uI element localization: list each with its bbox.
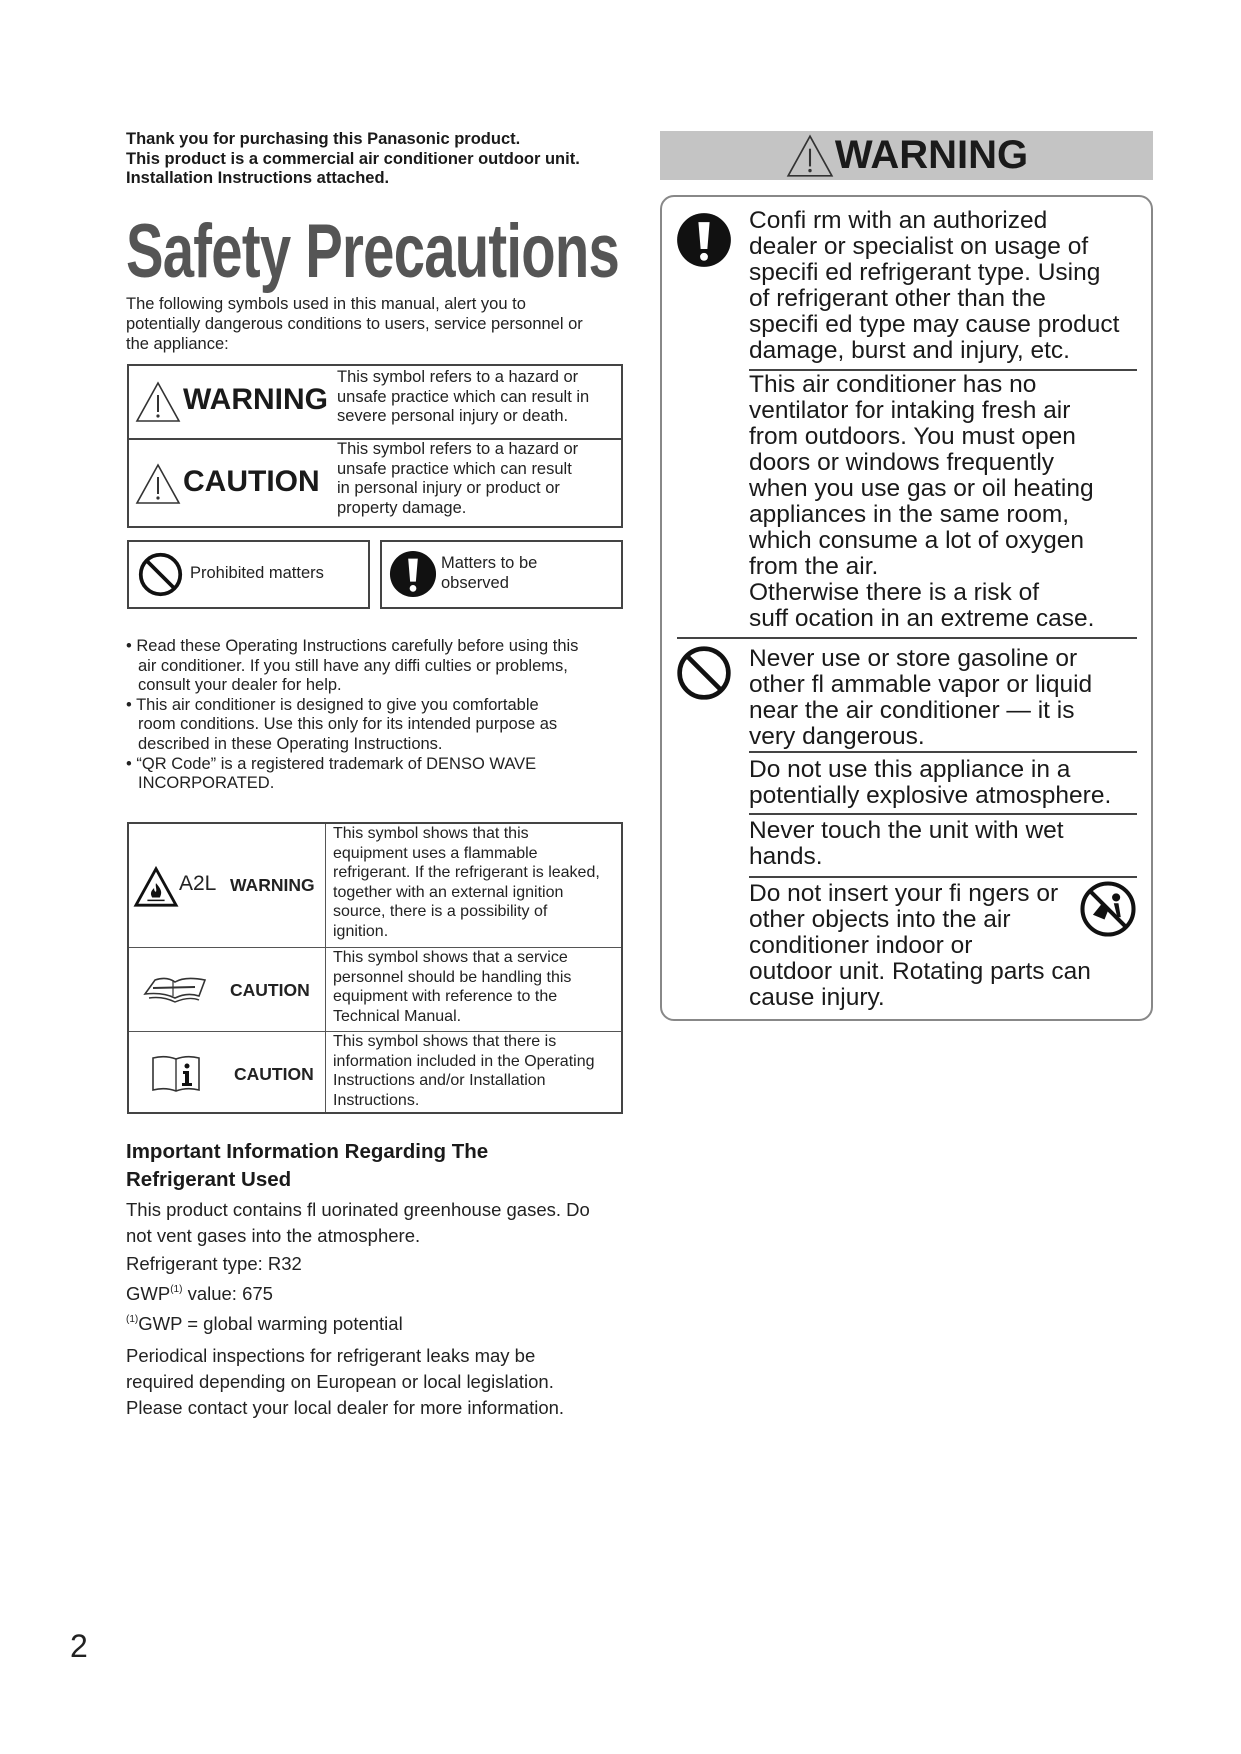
desc-line: This symbol shows that a service (333, 949, 568, 966)
desc-line: severe personal injury or death. (337, 407, 569, 425)
warning-line: cause injury. (749, 984, 885, 1011)
divider (749, 369, 1137, 371)
note-item (126, 696, 578, 755)
para-line: required depending on European or local legislation. (126, 1371, 554, 1392)
observed-label (441, 554, 537, 593)
refrigerant-info-section (126, 1138, 646, 1421)
legend-row-caution (129, 440, 621, 526)
section-heading (126, 1138, 646, 1194)
greenhouse-paragraph (126, 1197, 646, 1249)
desc-line: This symbol refers to a hazard or (337, 368, 579, 386)
para-line: This product contains fl uorinated greenhouse gases. Do (126, 1199, 590, 1220)
warning-item (749, 818, 1064, 870)
gwp-sup: (1) (170, 1284, 183, 1295)
warning-line: when you use gas or oil heating (749, 475, 1094, 502)
warning-line: appliances in the same room, (749, 501, 1070, 528)
warning-line: of refrigerant other than the (749, 285, 1046, 312)
warning-line: other objects into the air (749, 906, 1011, 933)
desc-line: equipment with reference to the (333, 988, 558, 1005)
warning-item (749, 757, 1111, 809)
desc-line: equipment uses a flammable (333, 844, 538, 862)
warning-item (749, 646, 1092, 750)
warning-line: from the air. (749, 553, 879, 580)
note-item (126, 637, 578, 696)
symbols-intro (126, 294, 626, 354)
divider (749, 813, 1137, 815)
divider (749, 751, 1137, 753)
inspection-paragraph (126, 1343, 646, 1421)
note-line: air conditioner. If you still have any diffi culties or problems, (138, 656, 568, 675)
a2l-symbol-table (127, 822, 623, 1114)
gwp-value (126, 1277, 646, 1307)
warning-line: dealer or specialist on usage of (749, 233, 1089, 260)
warning-triangle-icon (785, 133, 835, 179)
gwp-number: value: 675 (182, 1283, 273, 1304)
technical-manual-icon (143, 974, 207, 1004)
warning-line: Never use or store gasoline or (749, 645, 1078, 672)
warning-line: from outdoors. You must open (749, 423, 1076, 450)
note-line: • Read these Operating Instructions carefully before using this (126, 637, 579, 655)
warning-line: which consume a lot of oxygen (749, 527, 1085, 554)
desc-line: Technical Manual. (333, 1007, 462, 1025)
warning-line: This air conditioner has no (749, 371, 1037, 398)
warning-line: doors or windows frequently (749, 449, 1055, 476)
a2l-label: WARNING (230, 875, 315, 895)
warning-line: specifi ed refrigerant type. Using (749, 259, 1101, 286)
prohibited-icon (137, 551, 184, 598)
desc-line: personnel should be handling this (333, 968, 572, 986)
note-line: • “QR Code” is a registered trademark of DENSO WAVE (126, 754, 537, 773)
desc-line: source, there is a possibility of (333, 903, 548, 920)
intro-line: This product is a commercial air conditioner outdoor unit. (126, 149, 580, 168)
intro-line: Installation Instructions attached. (126, 169, 390, 187)
desc-line: unsafe practice which can result in (337, 387, 590, 406)
legend-desc (337, 440, 578, 518)
para-line: not vent gases into the atmosphere. (126, 1225, 421, 1246)
desc-line: Instructions and/or Installation (333, 1072, 546, 1089)
prohibited-label: Prohibited matters (190, 564, 324, 582)
a2l-label: CAUTION (234, 1064, 314, 1084)
warning-line: near the air conditioner — it is (749, 697, 1075, 724)
intro-text-line: potentially dangerous conditions to users, service personnel or (126, 315, 583, 333)
warning-line: Never touch the unit with wet (749, 817, 1064, 844)
warning-line: ventilator for intaking fresh air (749, 397, 1071, 424)
flammable-warning-icon (133, 866, 179, 908)
mandatory-exclamation-icon (676, 212, 732, 268)
para-line: Please contact your local dealer for more information. (126, 1397, 565, 1418)
desc-line: Instructions. (333, 1091, 420, 1109)
desc-line: together with an external ignition (333, 883, 564, 901)
heading-line: Refrigerant Used (126, 1168, 292, 1191)
gwp-footnote (126, 1307, 646, 1337)
warning-line: other fl ammable vapor or liquid (749, 671, 1093, 698)
intro-text-line: The following symbols used in this manual, alert you to (126, 295, 526, 313)
note-item (126, 755, 578, 794)
desc-line: ignition. (333, 922, 389, 940)
legend-label: CAUTION (183, 465, 320, 498)
warning-header (660, 131, 1153, 180)
a2l-row-warning (129, 824, 621, 948)
warning-line: specifi ed type may cause product (749, 311, 1120, 338)
warning-line: Do not insert your fi ngers or (749, 880, 1059, 907)
footnote-sup: (1) (126, 1314, 139, 1325)
intro-text-line: the appliance: (126, 335, 229, 353)
a2l-desc (333, 1032, 595, 1110)
desc-line: This symbol shows that this (333, 825, 529, 842)
note-line: room conditions. Use this only for its intended purpose as (138, 715, 558, 734)
gwp-prefix: GWP (126, 1283, 171, 1304)
desc-line: information included in the Operating (333, 1052, 595, 1070)
note-line: described in these Operating Instructions. (138, 734, 443, 753)
a2l-label: CAUTION (230, 980, 310, 1000)
a2l-prefix: A2L (179, 872, 217, 895)
warning-line: Otherwise there is a risk of (749, 579, 1040, 606)
a2l-row-caution-info (129, 1032, 621, 1116)
legend-label: WARNING (183, 383, 328, 416)
heading-line: Important Information Regarding The (126, 1140, 489, 1163)
note-line: INCORPORATED. (138, 774, 275, 793)
warning-triangle-icon (134, 380, 182, 424)
a2l-row-caution-manual (129, 948, 621, 1032)
warning-line: potentially explosive atmosphere. (749, 782, 1112, 809)
warning-header-label: WARNING (834, 133, 1029, 177)
warning-line: suff ocation in an extreme case. (749, 605, 1095, 632)
warning-item (749, 881, 1091, 1011)
symbol-legend-table (127, 364, 623, 528)
caution-triangle-icon (134, 462, 182, 506)
warning-line: damage, burst and injury, etc. (749, 337, 1070, 364)
note-line: • This air conditioner is designed to give you comfortable (126, 695, 539, 714)
divider (749, 876, 1137, 878)
para-line: Periodical inspections for refrigerant leaks may be (126, 1345, 536, 1366)
legend-desc (337, 368, 589, 427)
desc-line: refrigerant. If the refrigerant is leaked, (333, 864, 600, 881)
note-line: consult your dealer for help. (138, 676, 342, 695)
warning-line: hands. (749, 843, 823, 870)
divider (677, 637, 1137, 639)
a2l-desc (333, 824, 600, 941)
refrigerant-type: Refrigerant type: R32 (126, 1253, 302, 1274)
warning-item (749, 208, 1119, 364)
legend-row-warning (129, 366, 621, 440)
warning-line: Confi rm with an authorized (749, 207, 1048, 234)
observed-line: observed (441, 573, 509, 592)
desc-line: unsafe practice which can result (337, 459, 572, 478)
intro-header (126, 130, 580, 189)
notes-list (126, 637, 578, 794)
warning-line: Do not use this appliance in a (749, 756, 1071, 783)
warning-item (749, 372, 1094, 632)
warning-line: conditioner indoor or (749, 932, 973, 959)
warning-line: outdoor unit. Rotating parts can (749, 958, 1091, 985)
page-number: 2 (70, 1628, 88, 1664)
mandatory-exclamation-icon (389, 550, 437, 598)
intro-line: Thank you for purchasing this Panasonic product. (126, 130, 521, 148)
observed-legend (380, 540, 623, 609)
desc-line: This symbol refers to a hazard or (337, 440, 579, 458)
desc-line: in personal injury or product or (337, 479, 560, 497)
prohibited-icon (675, 644, 733, 702)
desc-line: This symbol shows that there is (333, 1033, 557, 1050)
observed-line: Matters to be (441, 554, 538, 572)
operating-manual-info-icon (151, 1054, 201, 1094)
desc-line: property damage. (337, 498, 467, 517)
a2l-desc (333, 948, 571, 1026)
prohibited-legend (127, 540, 370, 609)
footnote-text: GWP = global warming potential (138, 1313, 403, 1334)
page-title: Safety Precautions (126, 209, 620, 294)
warning-line: very dangerous. (749, 723, 925, 750)
